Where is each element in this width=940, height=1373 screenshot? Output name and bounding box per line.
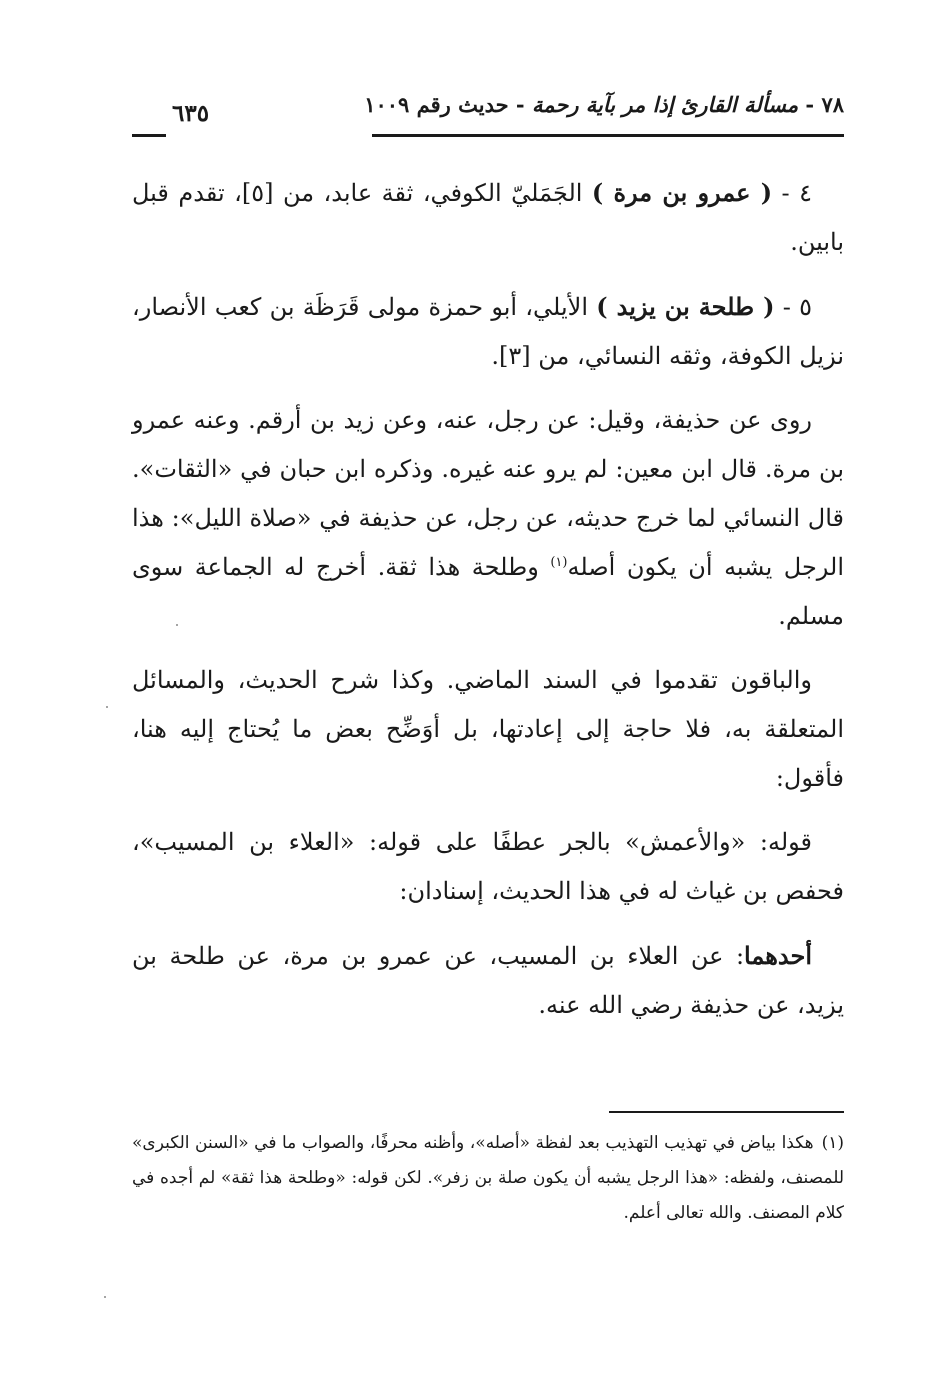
header-rule	[372, 134, 844, 137]
footnote-separator	[609, 1111, 844, 1113]
paragraph-commentary	[132, 818, 844, 916]
narrator-name: ( طلحة بن يزيد )	[596, 292, 775, 321]
header-title-main: مسألة القارئ إذا مر بآية رحمة	[531, 92, 799, 117]
main-text	[132, 168, 844, 1045]
scan-speck	[104, 1296, 106, 1298]
footnotes	[132, 1126, 844, 1231]
paragraph-text: روى عن حذيفة، وقيل: عن رجل، عنه، وعن زيد بن أرقم. وعنه عمرو بن مرة. قال ابن معين: لم يرو عنه غيره. وذكره ابن حبان في «الثقات». قال النسائي لما خرج حديثه، عن رجل، عن حذيفة في «صلاة الليل»: هذا الرجل يشبه أن يكون أصله	[132, 406, 845, 581]
paragraph-first-chain	[132, 931, 844, 1030]
footnote-text: هكذا بياض في تهذيب التهذيب بعد لفظة «أصله»، وأظنه محرفًا، والصواب ما في «السنن الكبرى» للمصنف، ولفظه: «هذا الرجل يشبه أن يكون صلة بن زفر». لكن قوله: «وطلحة هذا ثقة» لم أجده في كلام المصنف. والله تعالى أعلم.	[132, 1133, 844, 1223]
paragraph-narrator-details	[132, 396, 844, 641]
paragraph-text: : عن العلاء بن المسيب، عن عمرو بن مرة، عن طلحة بن يزيد، عن حذيفة رضي الله عنه.	[132, 942, 844, 1019]
paragraph-lead: أحدهما	[744, 941, 812, 970]
running-header	[132, 92, 844, 132]
paragraph-text: والباقون تقدموا في السند الماضي. وكذا شرح الحديث، والمسائل المتعلقة به، فلا حاجة إلى إعادتها، بل أوَضِّح بعض ما يُحتاج إليه هنا، فأقول:	[132, 666, 844, 792]
scan-speck	[106, 706, 108, 708]
narrator-name: ( عمرو بن مرة )	[591, 178, 773, 207]
paragraph-narrator-5	[132, 282, 844, 381]
header-rule-short	[132, 134, 166, 137]
paragraph-narrator-4	[132, 168, 844, 267]
narrator-number: ٤ -	[772, 179, 812, 207]
narrator-text: الجَمَليّ الكوفي، ثقة عابد، من [٥]، تقدم قبل بابين.	[132, 179, 844, 256]
page-number: ٦٣٥	[172, 100, 210, 127]
header-title	[364, 92, 844, 117]
narrator-number: ٥ -	[774, 293, 812, 321]
footnote-reference[interactable]: (١)	[550, 555, 568, 570]
header-title-suffix: - حديث رقم ١٠٠٩	[364, 92, 532, 117]
paragraph-text: وطلحة هذا ثقة. أخرج له الجماعة سوى مسلم.	[132, 553, 844, 630]
footnote-marker: (١)	[821, 1133, 844, 1153]
paragraph-text: قوله: «والأعمش» بالجر عطفًا على قوله: «العلاء بن المسيب»، فحفص بن غياث له في هذا الحديث، إسنادان:	[132, 828, 844, 905]
paragraph-remaining	[132, 656, 844, 803]
header-title-prefix: ٧٨ -	[798, 92, 844, 117]
scan-speck	[176, 624, 178, 626]
narrator-text: الأيلي، أبو حمزة مولى قَرَظَة بن كعب الأنصار، نزيل الكوفة، وثقه النسائي، من [٣].	[132, 293, 844, 370]
